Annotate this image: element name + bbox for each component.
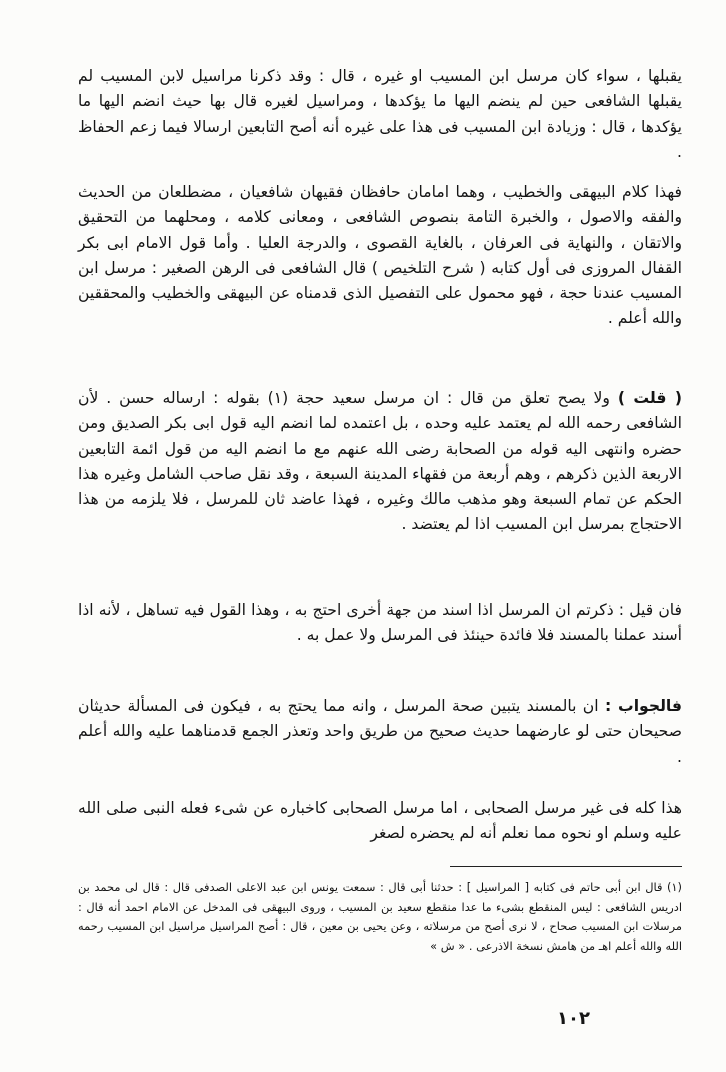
paragraph-5 xyxy=(78,694,682,770)
paragraph-4 xyxy=(78,598,682,649)
page-number: ١٠٢ xyxy=(557,1008,590,1029)
paragraph-6-text: هذا كله فى غير مرسل الصحابى ، اما مرسل الصحابى كاخباره عن شىء فعله النبى صلى الله عليه وسلم او نحوه مما نعلم أنه لم يحضره لصغر xyxy=(78,799,682,843)
paragraph-6 xyxy=(78,796,682,847)
paragraph-3-label: ( قلت ) xyxy=(617,389,682,407)
paragraph-1 xyxy=(78,64,682,165)
paragraph-5-label: فالجواب : xyxy=(604,697,682,715)
paragraph-4-text: فان قيل : ذكرتم ان المرسل اذا اسند من جهة أخرى احتج به ، وهذا القول فيه تساهل ، لأنه اذا أسند عملنا بالمسند فلا فائدة حينئذ فى المرسل ولا عمل به . xyxy=(78,601,682,645)
footnote-text: (١) قال ابن أبى حاتم فى كتابه [ المراسيل ] : حدثنا أبى قال : سمعت يونس ابن عبد الاعلى الصدفى قال : قال لى محمد بن ادريس الشافعى : ليس المنقطع بشىء ما عدا منقطع سعيد بن المسيب ، وروى البيهقى فى المدخل عن الامام احمد أنه قال : مرسلات ابن المسيب صحاح ، لا نرى أصح من مرسلاته ، وعن يحيى بن معين ، قال : أصح المراسيل مراسيل ابن المسيب رحمه الله والله أعلم اهـ من هامش نسخة الاذرعى . « ش » xyxy=(78,880,682,953)
footnote xyxy=(78,878,682,956)
paragraph-1-text: يقبلها ، سواء كان مرسل ابن المسيب او غيره ، قال : وقد ذكرنا مراسيل لابن المسيب لم يقبلها الشافعى حين لم ينضم اليها ما يؤكدها ، ومراسيل لغيره قال بها حيث انضم اليها ما يؤكدها ، قال : وزيادة ابن المسيب فى هذا على غيره أنه أصح التابعين ارسالا فيما زعم الحفاظ . xyxy=(78,67,682,161)
paragraph-3 xyxy=(78,386,682,538)
paragraph-2-text: فهذا كلام البيهقى والخطيب ، وهما امامان حافظان فقيهان شافعيان ، مضطلعان من الحديث والفقه والاصول ، والخبرة التامة بنصوص الشافعى ، ومعانى كلامه ، ومحلهما من التحقيق والاتقان ، والنهاية فى العرفان ، بالغاية القصوى ، والدرجة العليا . وأما قول الامام ابى بكر القفال المروزى فى أول كتابه ( شرح التلخيص ) قال الشافعى فى الرهن الصغير : مرسل ابن المسيب عندنا حجة ، فهو محمول على التفصيل الذى قدمناه عن البيهقى والخطيب والمحققين والله أعلم . xyxy=(78,183,682,328)
footnote-divider xyxy=(450,866,682,867)
paragraph-5-text: ان بالمسند يتبين صحة المرسل ، وانه مما يحتج به ، فيكون فى المسألة حديثان صحيحان حتى لو عارضهما حديث صحيح من طريق واحد وتعذر الجمع قدمناهما عليه والله أعلم . xyxy=(78,697,682,766)
paragraph-2 xyxy=(78,180,682,332)
paragraph-3-text: ولا يصح تعلق من قال : ان مرسل سعيد حجة (١) بقوله : ارساله حسن . لأن الشافعى رحمه الله لم يعتمد عليه وحده ، بل اعتمده لما انضم اليه قول ابى بكر الصديق ومن حضره وانتهى اليه قوله من الصحابة رضى الله عنهم مع ما انضم اليه من قول ائمة التابعين الاربعة الذين ذكرهم ، وهم أربعة من فقهاء المدينة السبعة ، وقد نقل صاحب الشامل وغيره هذا الحكم عن تمام السبعة وهو مذهب مالك وغيره ، فهذا عاضد ثان للمرسل ، فلا يلزمه من هذا الاحتجاج بمرسل ابن المسيب اذا لم يعتضد . xyxy=(78,389,682,534)
